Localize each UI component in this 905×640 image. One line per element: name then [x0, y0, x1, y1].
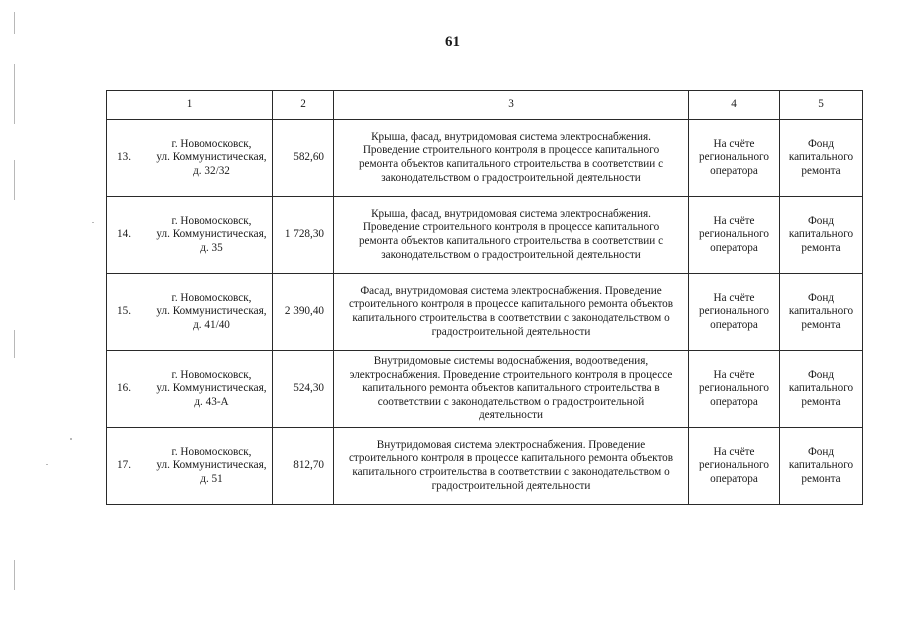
address-text [155, 215, 272, 256]
owner-line: оператора [710, 395, 758, 408]
works-line: ремонта объектов капитального строительства в соответствии с [358, 158, 664, 170]
works-line: Проведение строительного контроля в процессе капитального [362, 221, 660, 234]
table-row [107, 197, 863, 274]
works-description [334, 120, 689, 197]
scan-speck [70, 438, 72, 440]
area-value: 2 390,40 [273, 274, 334, 351]
address-cell [107, 197, 273, 274]
works-line: законодательством о градостроительной деятельности [381, 248, 641, 261]
works-line: законодательством о градостроительной деятельности [381, 171, 641, 184]
source-line: ремонта [801, 472, 841, 485]
source-line: ремонта [801, 241, 841, 254]
source-line: капитального [788, 228, 854, 241]
owner-cell [689, 120, 780, 197]
owner-line: регионального [699, 228, 769, 241]
table-row [107, 274, 863, 351]
source-line: капитального [788, 459, 854, 472]
owner-line: На счёте [713, 214, 755, 227]
owner-line: На счёте [713, 137, 755, 150]
owner-line: оператора [710, 472, 758, 485]
row-number: 15. [117, 305, 131, 318]
address-line: г. Новомосковск, [171, 214, 252, 227]
row-number: 16. [117, 382, 131, 395]
works-line: Внутридомовая система электроснабжения. Проведение [376, 438, 646, 451]
owner-cell [689, 351, 780, 428]
address-line: ул. Коммунистическая, [156, 459, 267, 472]
source-line: капитального [788, 305, 854, 318]
address-line: ул. Коммунистическая, [156, 228, 267, 241]
scan-margin-line [14, 560, 15, 590]
scan-margin-line [14, 64, 15, 124]
works-line: Внутридомовые системы водоснабжения, водоотведения, [373, 355, 649, 368]
address-line: г. Новомосковск, [171, 137, 252, 150]
address-line: г. Новомосковск, [171, 368, 252, 381]
works-line: Крыша, фасад, внутридомовая система электроснабжения. [371, 130, 651, 143]
header-cell: 5 [780, 91, 863, 120]
works-line: строительного контроля в процессе капитального ремонта объектов [348, 298, 674, 311]
address-line: ул. Коммунистическая, [156, 151, 267, 164]
source-line: ремонта [801, 395, 841, 408]
works-line: деятельности [478, 409, 544, 422]
owner-line: регионального [699, 459, 769, 472]
works-line: капитального строительства в соответствии с законодательством о [352, 466, 670, 478]
owner-line: На счёте [713, 291, 755, 304]
address-line: д. 35 [200, 241, 223, 254]
source-line: Фонд [807, 291, 835, 304]
source-line: Фонд [807, 137, 835, 150]
area-value: 1 728,30 [273, 197, 334, 274]
works-line: капитального ремонта объектов капитального строительства в [362, 382, 660, 395]
owner-cell [689, 274, 780, 351]
source-cell [780, 428, 863, 505]
address-line: ул. Коммунистическая, [156, 382, 267, 395]
address-text [155, 138, 272, 179]
row-number: 17. [117, 459, 131, 472]
works-line: соответствии с законодательством о градостроительной [377, 395, 645, 408]
address-text [155, 446, 272, 487]
header-cell: 4 [689, 91, 780, 120]
address-line: д. 43-А [194, 395, 229, 408]
row-number: 13. [117, 151, 131, 164]
address-line: г. Новомосковск, [171, 291, 252, 304]
address-line: ул. Коммунистическая, [156, 305, 267, 318]
source-line: Фонд [807, 214, 835, 227]
owner-line: оператора [710, 164, 758, 177]
address-cell [107, 274, 273, 351]
owner-line: регионального [699, 305, 769, 318]
owner-line: На счёте [713, 445, 755, 458]
address-text [155, 292, 272, 333]
works-line: Фасад, внутридомовая система электроснабжения. Проведение [360, 284, 662, 297]
header-cell: 2 [273, 91, 334, 120]
table-row [107, 428, 863, 505]
works-line: Проведение строительного контроля в процессе капитального [362, 144, 660, 157]
page-number: 61 [445, 34, 460, 50]
owner-line: оператора [710, 241, 758, 254]
works-line: Крыша, фасад, внутридомовая система электроснабжения. [371, 207, 651, 220]
owner-line: регионального [699, 151, 769, 164]
address-line: д. 32/32 [193, 164, 230, 177]
source-line: капитального [788, 151, 854, 164]
works-description [334, 197, 689, 274]
owner-cell [689, 428, 780, 505]
source-cell [780, 351, 863, 428]
address-line: д. 41/40 [193, 318, 230, 331]
source-cell [780, 120, 863, 197]
capital-repair-table [106, 90, 863, 505]
scan-speck [46, 464, 48, 465]
row-number: 14. [117, 228, 131, 241]
source-cell [780, 197, 863, 274]
works-line: ремонта объектов капитального строительства в соответствии с [358, 235, 664, 247]
works-line: капитального строительства в соответствии с законодательством о [352, 312, 670, 324]
address-cell [107, 120, 273, 197]
owner-line: оператора [710, 318, 758, 331]
works-description [334, 274, 689, 351]
scan-margin-line [14, 12, 15, 34]
source-cell [780, 274, 863, 351]
header-cell: 3 [334, 91, 689, 120]
owner-line: регионального [699, 382, 769, 395]
source-line: Фонд [807, 368, 835, 381]
source-line: Фонд [807, 445, 835, 458]
address-text [155, 369, 272, 410]
source-line: капитального [788, 382, 854, 395]
works-line: электроснабжения. Проведение строительного контроля в процессе [349, 368, 673, 381]
source-line: ремонта [801, 318, 841, 331]
scan-speck [92, 222, 94, 223]
source-line: ремонта [801, 164, 841, 177]
area-value: 524,30 [273, 351, 334, 428]
scan-margin-line [14, 330, 15, 358]
owner-cell [689, 197, 780, 274]
address-cell [107, 351, 273, 428]
table-row [107, 120, 863, 197]
works-line: градостроительной деятельности [431, 479, 591, 492]
address-line: г. Новомосковск, [171, 445, 252, 458]
owner-line: На счёте [713, 368, 755, 381]
header-row [107, 91, 863, 120]
address-line: д. 51 [200, 472, 223, 485]
works-line: строительного контроля в процессе капитального ремонта объектов [348, 452, 674, 465]
works-description [334, 428, 689, 505]
works-line: градостроительной деятельности [431, 325, 591, 338]
area-value: 812,70 [273, 428, 334, 505]
scan-margin-line [14, 160, 15, 200]
works-description [334, 351, 689, 428]
header-cell: 1 [107, 91, 273, 120]
area-value: 582,60 [273, 120, 334, 197]
table-row [107, 351, 863, 428]
address-cell [107, 428, 273, 505]
